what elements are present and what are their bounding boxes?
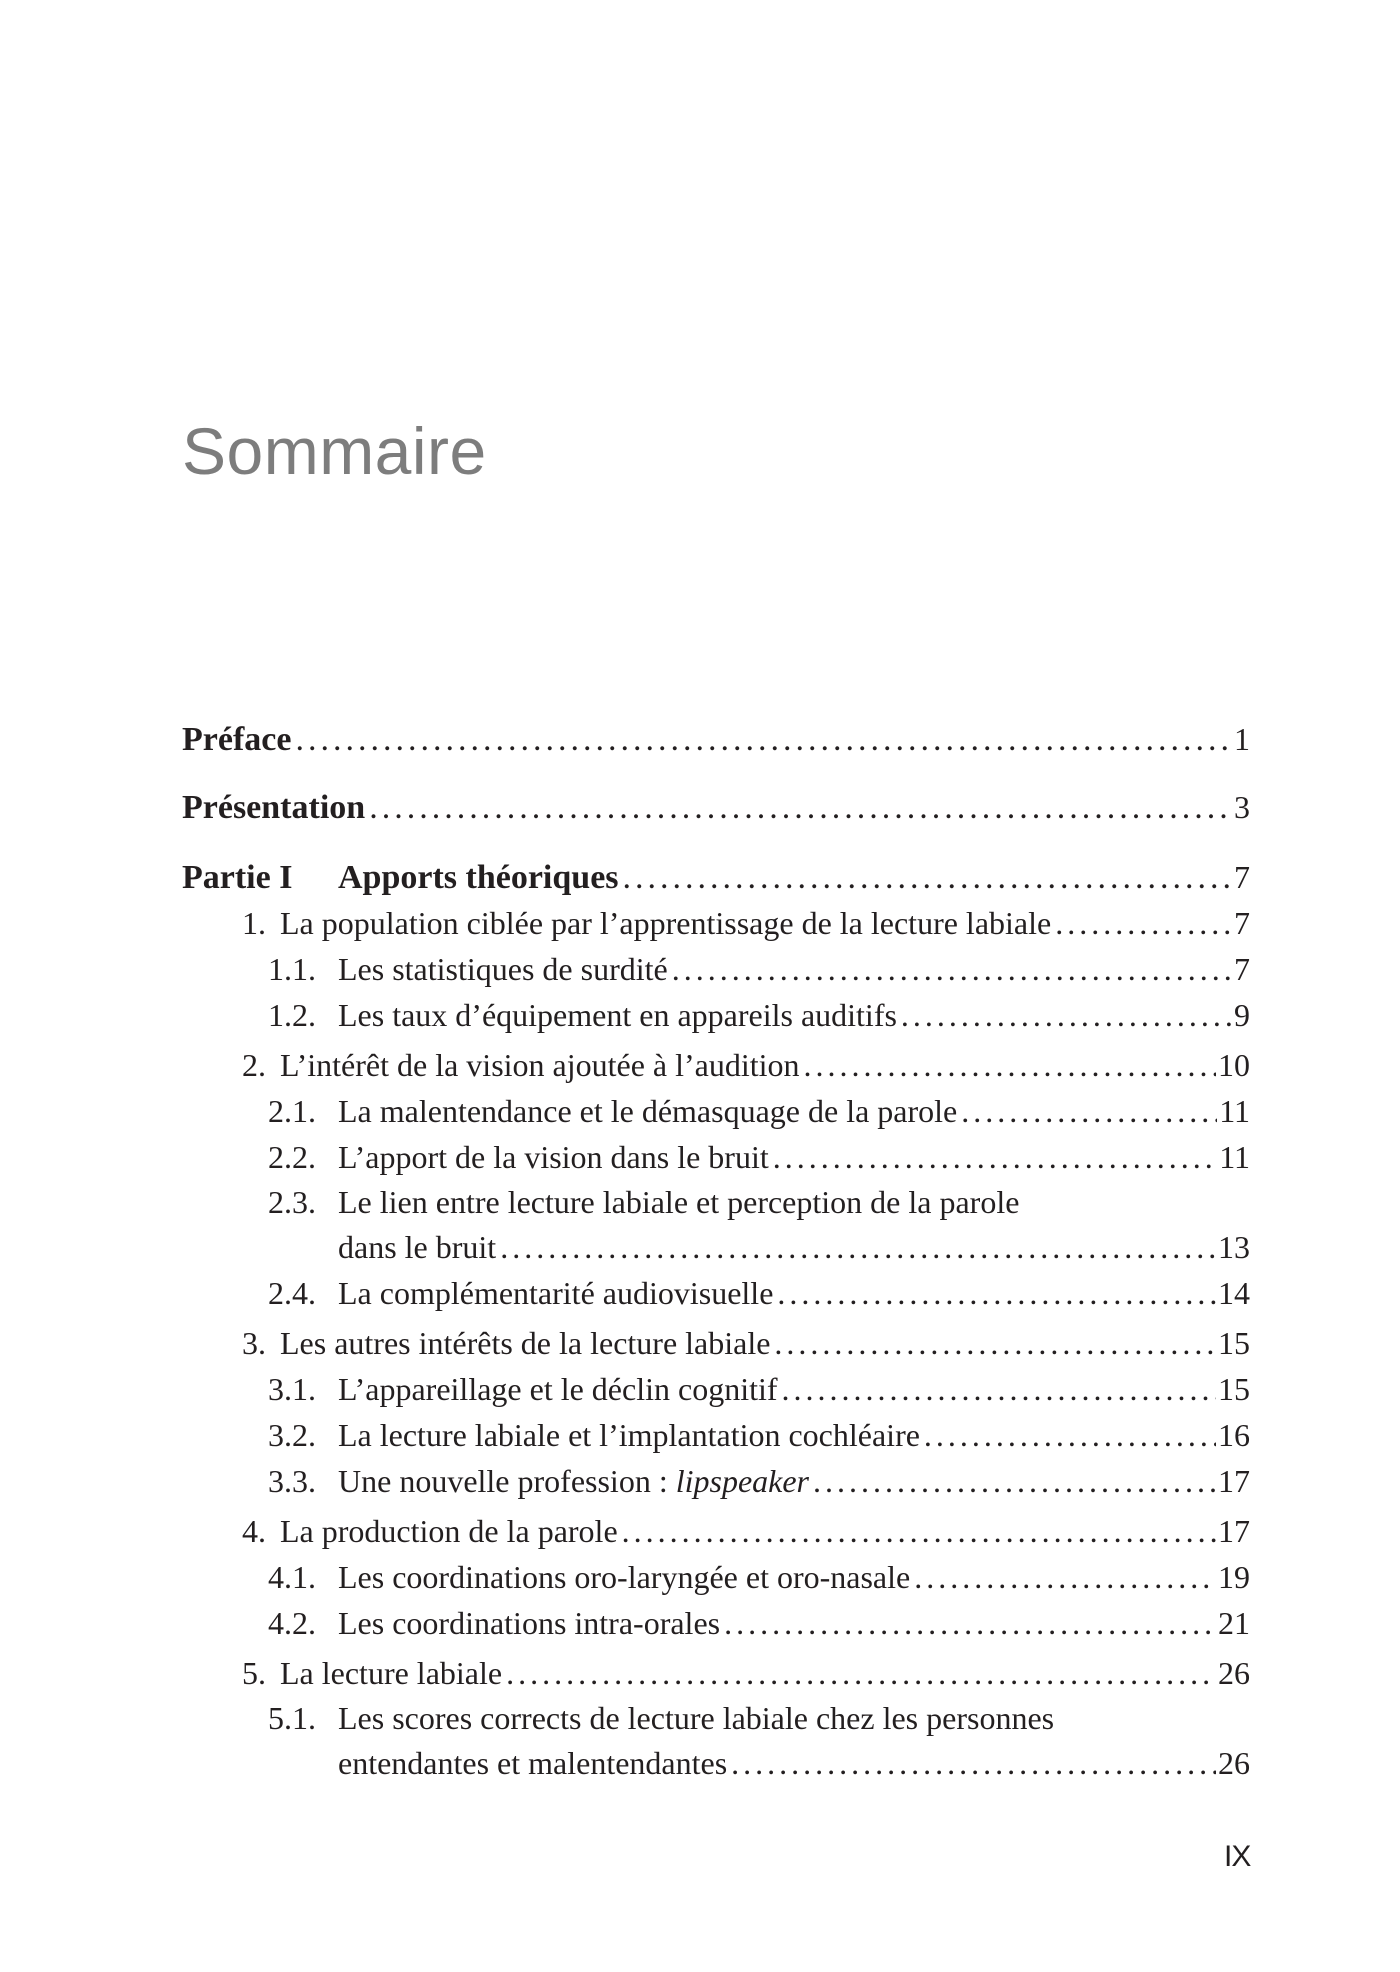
section-number: 2.2. (268, 1139, 316, 1175)
dot-leader (731, 1740, 1216, 1786)
section-title: Les scores corrects de lecture labiale chez les personnes (338, 1700, 1055, 1736)
toc-entry-section-1[interactable] (182, 900, 1250, 946)
section-number: 4.1. (268, 1559, 316, 1595)
dot-leader (724, 1600, 1216, 1646)
toc-page-number: 19 (1218, 1559, 1250, 1595)
toc-page-number: 17 (1218, 1513, 1250, 1549)
toc-page-number: 13 (1218, 1229, 1250, 1265)
toc-entry-section-3-2[interactable] (182, 1412, 1250, 1458)
dot-leader (924, 1412, 1216, 1458)
toc-entry-section-2-2[interactable] (182, 1134, 1250, 1180)
part-label: Partie I (182, 859, 293, 896)
section-number: 2.3. (268, 1184, 316, 1220)
toc-entry-section-2-3[interactable] (182, 1180, 1250, 1224)
section-title: Les coordinations oro-laryngée et oro-nasale (338, 1559, 911, 1595)
section-title: La lecture labiale (280, 1655, 503, 1691)
toc-page-number: 21 (1218, 1605, 1250, 1641)
section-title-continued: dans le bruit (338, 1229, 497, 1265)
section-title: L’appareillage et le déclin cognitif (338, 1371, 778, 1407)
dot-leader (1055, 900, 1232, 946)
toc-page-number: 7 (1234, 951, 1250, 987)
toc-page-number: 3 (1234, 789, 1250, 825)
section-title: Les taux d’équipement en appareils auditifs (338, 997, 897, 1033)
toc-entry-label: Présentation (182, 789, 366, 826)
toc-page-number: 7 (1234, 905, 1250, 941)
section-title: La lecture labiale et l’implantation cochléaire (338, 1417, 920, 1453)
toc-page-number: 17 (1218, 1463, 1250, 1499)
toc-entry-section-2-4[interactable] (182, 1270, 1250, 1316)
section-number: 1. (242, 905, 266, 941)
toc-page-number: 15 (1218, 1325, 1250, 1361)
page-title: Sommaire (182, 414, 487, 488)
toc-entry-section-2[interactable] (182, 1042, 1250, 1088)
toc-entry-section-4-1[interactable] (182, 1554, 1250, 1600)
section-number: 2.1. (268, 1093, 316, 1129)
section-number: 5. (242, 1655, 266, 1691)
toc-entry-section-5-1[interactable] (182, 1696, 1250, 1740)
section-title: L’intérêt de la vision ajoutée à l’audition (280, 1047, 800, 1083)
section-number: 3.3. (268, 1463, 316, 1499)
dot-leader (901, 992, 1232, 1038)
dot-leader (623, 855, 1232, 901)
section-title: Une nouvelle profession : (338, 1463, 668, 1499)
section-title: Les statistiques de surdité (338, 951, 668, 987)
toc-page-number: 26 (1218, 1655, 1250, 1691)
toc-page-number: 11 (1219, 1093, 1250, 1129)
dot-leader (773, 1134, 1217, 1180)
toc-entry-section-1-1[interactable] (182, 946, 1250, 992)
toc-entry-section-3[interactable] (182, 1320, 1250, 1366)
toc-page-number: 26 (1218, 1745, 1250, 1781)
toc-page-number: 14 (1218, 1275, 1250, 1311)
section-number: 5.1. (268, 1700, 316, 1736)
dot-leader (961, 1088, 1217, 1134)
toc-page-number: 16 (1218, 1417, 1250, 1453)
section-number: 4.2. (268, 1605, 316, 1641)
toc-page-number: 10 (1218, 1047, 1250, 1083)
toc-entry-preface[interactable] (182, 716, 1250, 762)
table-of-contents (182, 716, 1250, 1786)
section-number: 2.4. (268, 1275, 316, 1311)
dot-leader (774, 1320, 1216, 1366)
dot-leader (813, 1458, 1216, 1504)
part-title: Apports théoriques (338, 859, 619, 896)
toc-entry-part-1[interactable] (182, 854, 1250, 900)
dot-leader (804, 1042, 1216, 1088)
toc-entry-section-4-2[interactable] (182, 1600, 1250, 1646)
dot-leader (777, 1270, 1216, 1316)
toc-entry-section-3-3[interactable] (182, 1458, 1250, 1504)
section-number: 1.1. (268, 951, 316, 987)
toc-entry-section-1-2[interactable] (182, 992, 1250, 1038)
toc-entry-section-4[interactable] (182, 1508, 1250, 1554)
toc-entry-section-3-1[interactable] (182, 1366, 1250, 1412)
section-title: La population ciblée par l’apprentissage de la lecture labiale (280, 905, 1052, 941)
toc-entry-section-5-1-continued[interactable] (182, 1740, 1250, 1786)
section-title: L’apport de la vision dans le bruit (338, 1139, 769, 1175)
toc-entry-section-5[interactable] (182, 1650, 1250, 1696)
dot-leader (369, 785, 1232, 831)
section-number: 2. (242, 1047, 266, 1083)
section-title: La production de la parole (280, 1513, 618, 1549)
toc-page-number: 7 (1234, 859, 1250, 895)
section-number: 3.1. (268, 1371, 316, 1407)
dot-leader (782, 1366, 1216, 1412)
page-folio: IX (1224, 1840, 1251, 1873)
toc-page-number: 11 (1219, 1139, 1250, 1175)
toc-entry-section-2-3-continued[interactable] (182, 1224, 1250, 1270)
dot-leader (506, 1650, 1216, 1696)
section-title: La complémentarité audiovisuelle (338, 1275, 774, 1311)
section-title: Les coordinations intra-orales (338, 1605, 721, 1641)
toc-page-number: 9 (1234, 997, 1250, 1033)
section-title: Le lien entre lecture labiale et perception de la parole (338, 1184, 1020, 1220)
section-title-italic: lipspeaker (675, 1463, 809, 1499)
dot-leader (295, 717, 1232, 763)
section-title: La malentendance et le démasquage de la parole (338, 1093, 958, 1129)
section-number: 1.2. (268, 997, 316, 1033)
section-number: 3.2. (268, 1417, 316, 1453)
section-number: 3. (242, 1325, 266, 1361)
section-title: Les autres intérêts de la lecture labiale (280, 1325, 771, 1361)
dot-leader (500, 1224, 1216, 1270)
dot-leader (914, 1554, 1216, 1600)
toc-page-number: 1 (1234, 721, 1250, 757)
section-title-continued: entendantes et malentendantes (338, 1745, 728, 1781)
toc-page-number: 15 (1218, 1371, 1250, 1407)
dot-leader (672, 946, 1232, 992)
toc-entry-presentation[interactable] (182, 784, 1250, 830)
toc-entry-label: Préface (182, 721, 292, 758)
section-number: 4. (242, 1513, 266, 1549)
toc-entry-section-2-1[interactable] (182, 1088, 1250, 1134)
dot-leader (622, 1508, 1216, 1554)
